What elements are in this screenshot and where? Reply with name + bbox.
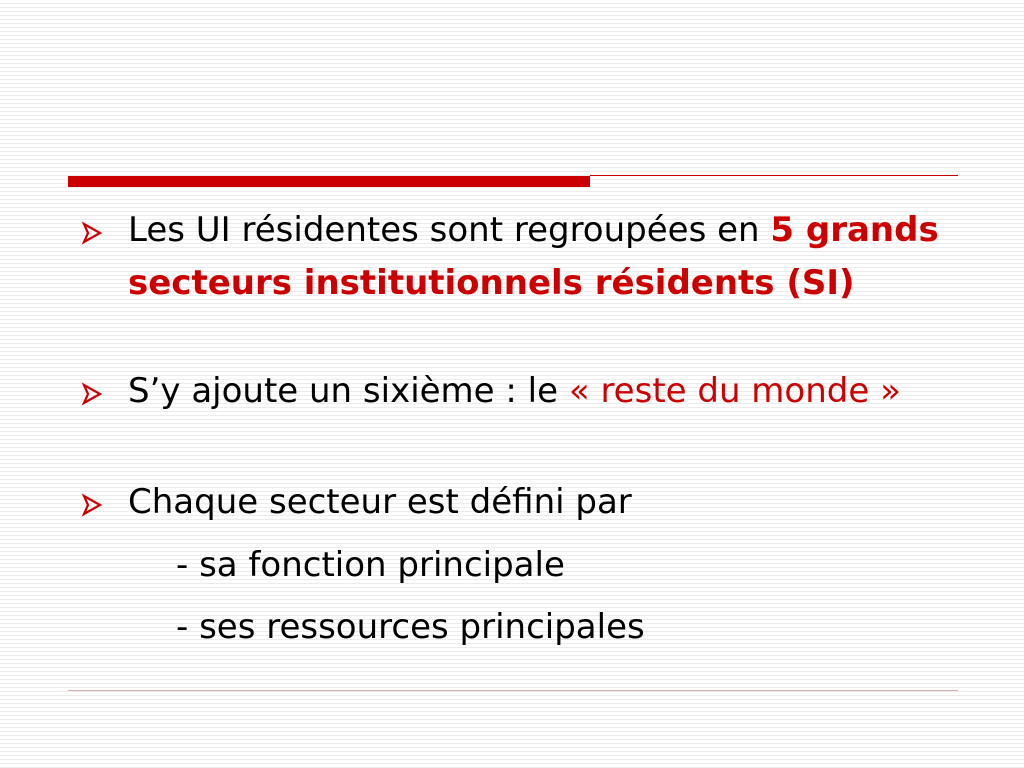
arrowhead-bullet-icon <box>80 221 104 245</box>
bullet-1-text: Les UI résidentes sont regroupées en <box>128 210 771 250</box>
sub-item-fonction: - sa fonction principale <box>176 545 565 585</box>
title-rule-thin <box>590 175 958 176</box>
bullet-3-text: Chaque secteur est défini par <box>128 482 632 522</box>
bullet-2-emphasis: « reste du monde » <box>568 371 901 411</box>
arrowhead-bullet-icon <box>80 493 104 517</box>
footer-rule <box>68 690 958 691</box>
bullet-item-2 <box>128 365 958 418</box>
sub-item-ressources: - ses ressources principales <box>176 607 645 647</box>
bullet-1-emphasis: 5 grands secteurs institutionnels résidents (SI) <box>128 210 939 303</box>
title-rule-thick <box>68 176 590 187</box>
bullet-2-text: S’y ajoute un sixième : le <box>128 371 569 411</box>
bullet-item-3 <box>128 476 958 529</box>
arrowhead-bullet-icon <box>80 382 104 406</box>
bullet-item-1 <box>128 204 958 310</box>
